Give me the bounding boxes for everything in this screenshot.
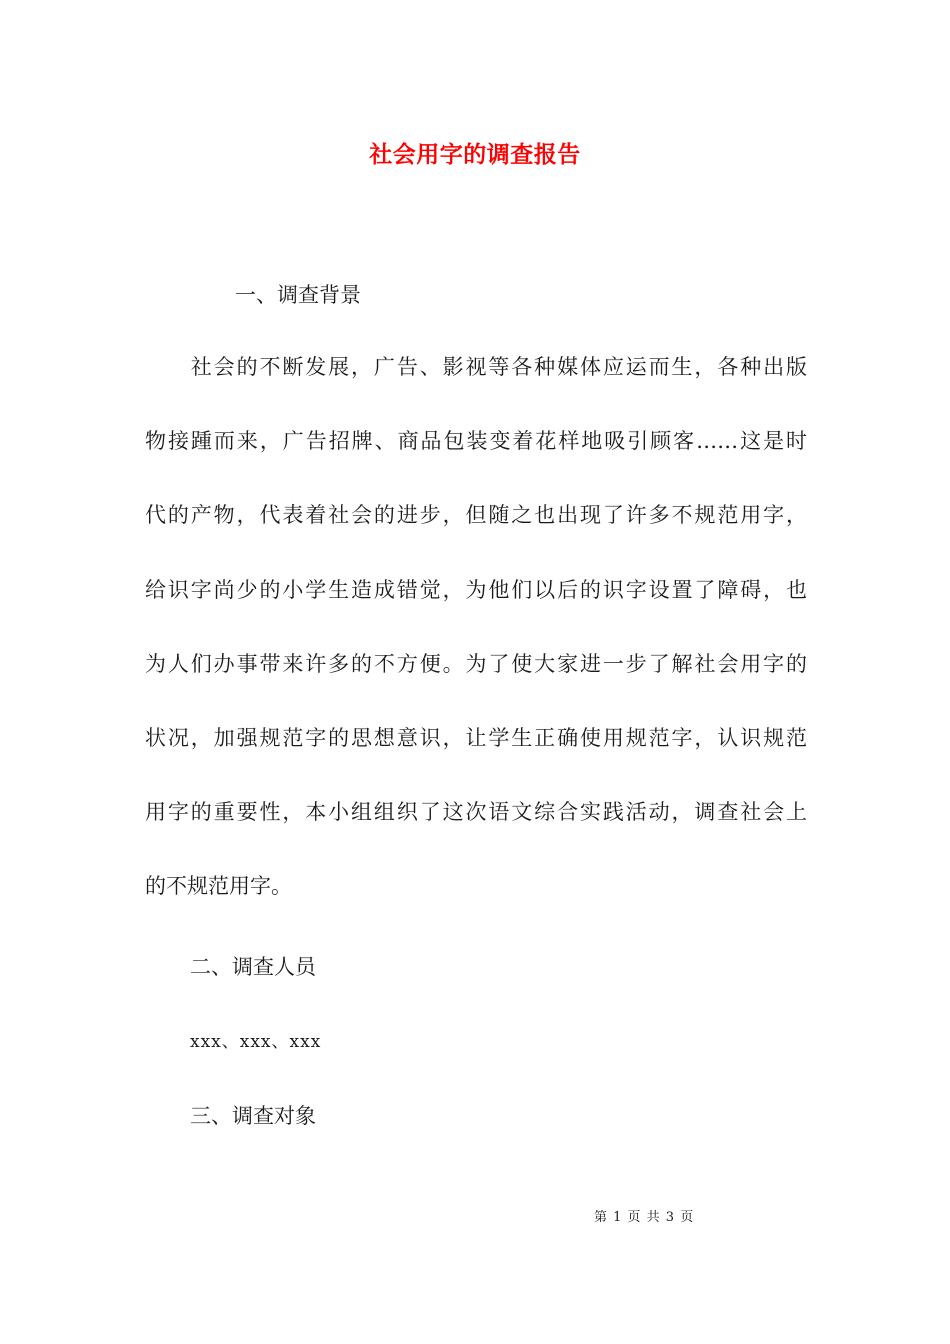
paragraph-line: 的不规范用字。 [145,874,292,899]
page-number-footer: 第 1 页 共 3 页 [594,1210,695,1225]
section-body-background [145,348,807,942]
document-title: 社会用字的调查报告 [369,141,581,168]
paragraph-line: 用字的重要性，本小组组织了这次语文综合实践活动，调查社会上 [145,800,807,825]
paragraph-line: 代的产物，代表着社会的进步，但随之也出现了许多不规范用字， [145,503,807,528]
paragraph-line: 状况，加强规范字的思想意识，让学生正确使用规范字，认识规范 [145,725,807,750]
paragraph-line: 给识字尚少的小学生造成错觉，为他们以后的识字设置了障碍，也 [145,577,807,602]
paragraph-line: 物接踵而来，广告招牌、商品包装变着花样地吸引顾客……这是时 [145,429,807,454]
members-list: xxx、xxx、xxx [190,1032,322,1052]
paragraph-line: 社会的不断发展，广告、影视等各种媒体应运而生，各种出版 [145,355,807,379]
section-heading-subjects: 三、调查对象 [190,1104,316,1128]
paragraph-line: 为人们办事带来许多的不方便。为了使大家进一步了解社会用字的 [145,651,807,676]
section-heading-members: 二、调查人员 [190,955,316,979]
section-heading-background: 一、调查背景 [235,283,361,307]
